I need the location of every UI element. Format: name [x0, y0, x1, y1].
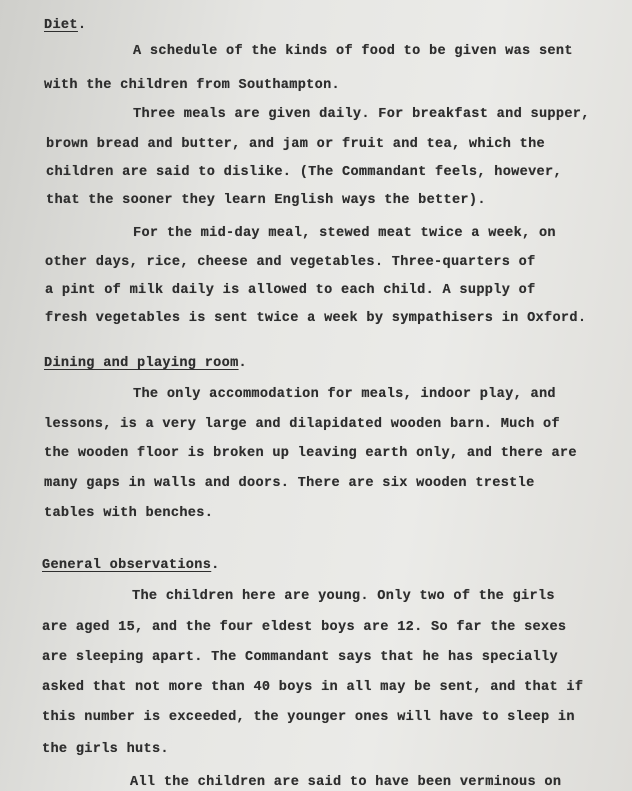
paragraph-line: All the children are said to have been verminous on [130, 775, 562, 790]
paragraph-line: For the mid-day meal, stewed meat twice a week, on [133, 226, 556, 241]
section-heading-general: General observations. [42, 558, 220, 573]
paragraph-line: brown bread and butter, and jam or fruit and tea, which the [46, 137, 545, 152]
paragraph-line: this number is exceeded, the younger ones will have to sleep in [42, 710, 575, 725]
paragraph-line: with the children from Southampton. [44, 78, 341, 93]
paragraph-line: The only accommodation for meals, indoor play, and [133, 387, 556, 402]
paragraph-line: A schedule of the kinds of food to be given was sent [133, 44, 573, 59]
paragraph-line: children are said to dislike. (The Commandant feels, however, [46, 165, 562, 180]
paragraph-line: the girls huts. [42, 742, 169, 757]
section-heading-dining: Dining and playing room. [44, 356, 247, 371]
section-heading-diet: Diet. [44, 18, 87, 33]
paragraph-line: fresh vegetables is sent twice a week by sympathisers in Oxford. [45, 311, 587, 326]
paragraph-line: are aged 15, and the four eldest boys are 12. So far the sexes [42, 620, 567, 635]
paragraph-line: The children here are young. Only two of the girls [132, 589, 555, 604]
paragraph-line: many gaps in walls and doors. There are six wooden trestle [44, 476, 535, 491]
paragraph-line: lessons, is a very large and dilapidated wooden barn. Much of [44, 417, 560, 432]
paragraph-line: other days, rice, cheese and vegetables. Three-quarters of [45, 255, 536, 270]
paragraph-line: that the sooner they learn English ways the better). [46, 193, 486, 208]
paragraph-line: Three meals are given daily. For breakfast and supper, [133, 107, 590, 122]
paragraph-line: a pint of milk daily is allowed to each child. A supply of [45, 283, 536, 298]
paragraph-line: are sleeping apart. The Commandant says that he has specially [42, 650, 558, 665]
paragraph-line: the wooden floor is broken up leaving earth only, and there are [44, 446, 577, 461]
paragraph-line: tables with benches. [44, 506, 214, 521]
paragraph-line: asked that not more than 40 boys in all may be sent, and that if [42, 680, 584, 695]
